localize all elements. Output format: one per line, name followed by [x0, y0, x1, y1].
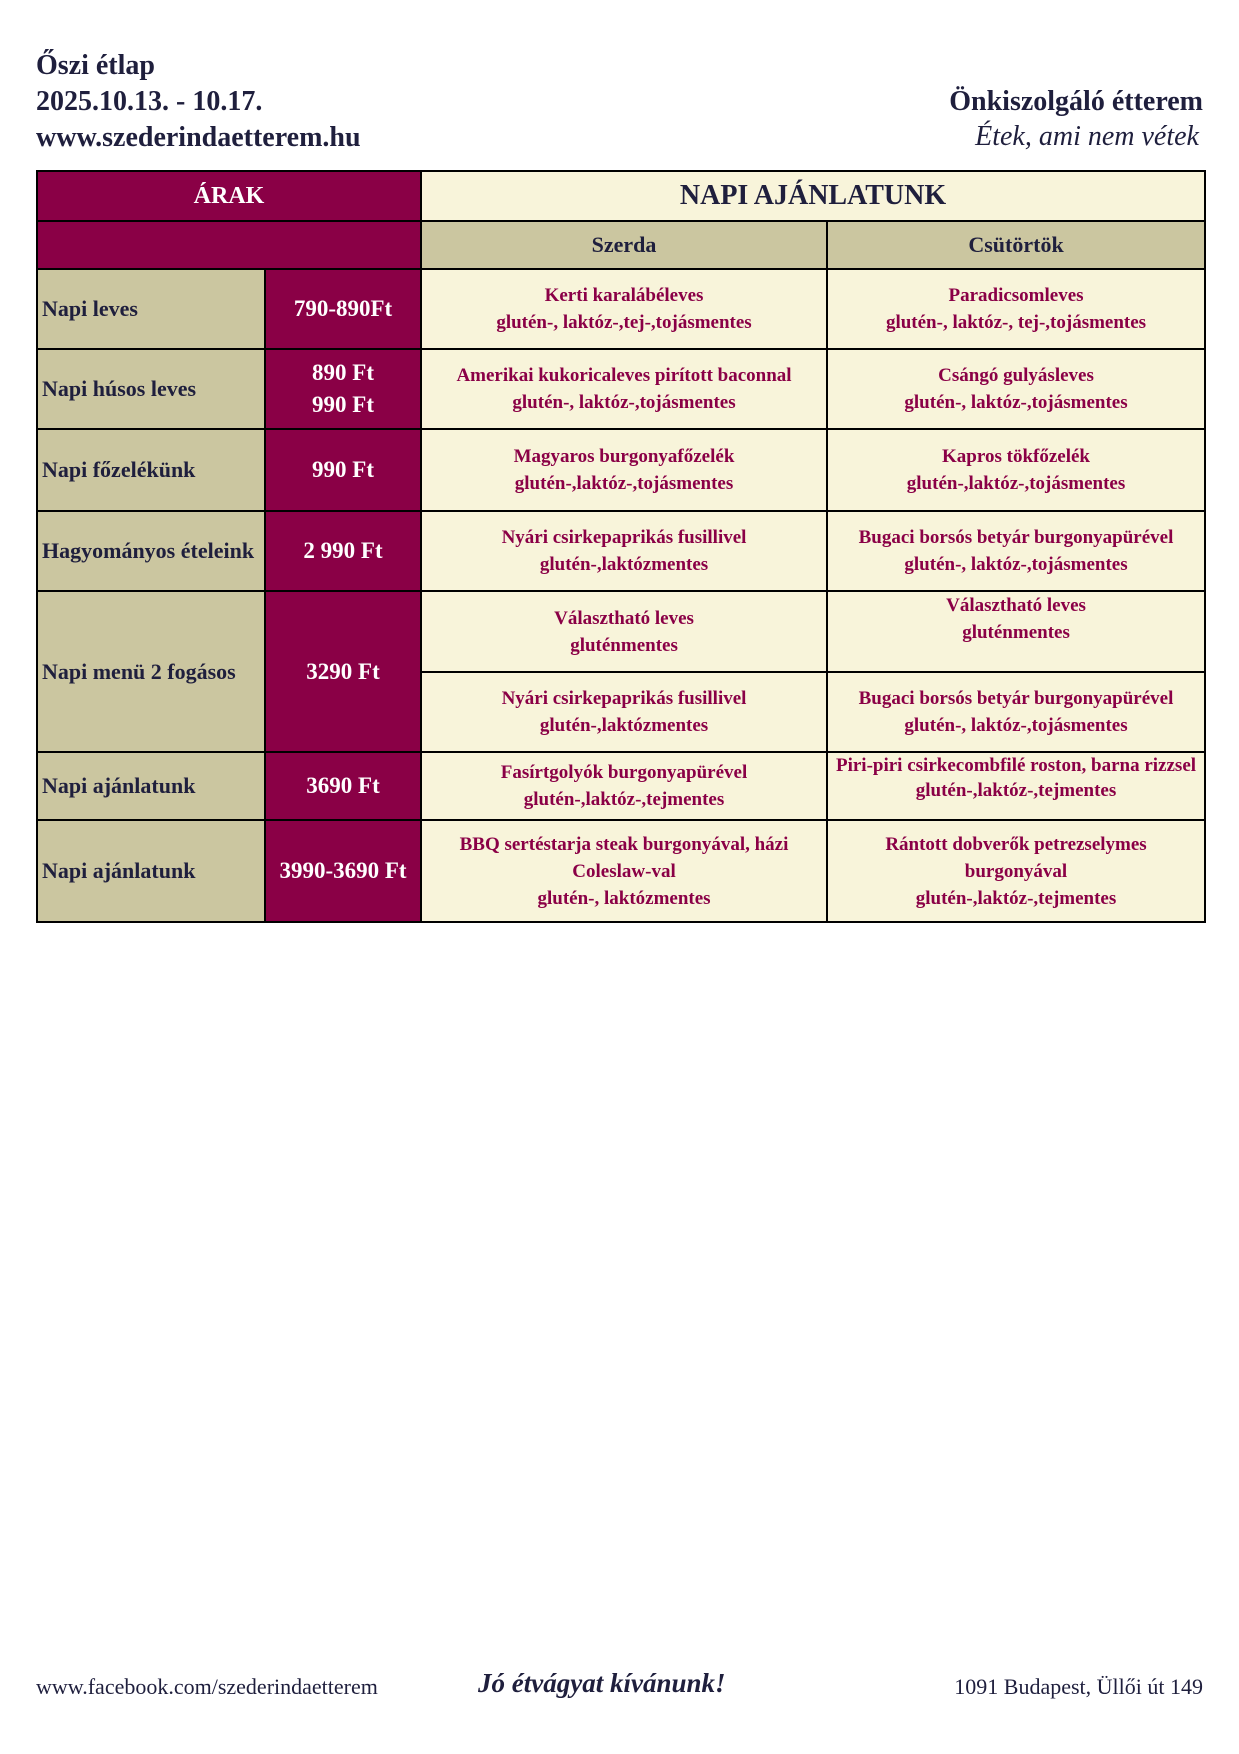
menu-title: Őszi étlap [36, 50, 155, 81]
website-link[interactable]: www.szederindaetterem.hu [36, 122, 361, 153]
row-price [265, 511, 421, 591]
header-right [949, 84, 1203, 154]
header-left [36, 48, 361, 156]
prices-subheader [37, 221, 421, 269]
dish-name: Piri-piri csirkecombfilé roston, barna rizzsel [835, 755, 1197, 776]
price-value: 2 990 Ft [303, 538, 383, 563]
wednesday-dish [421, 820, 827, 922]
dish-name: Választható leves [554, 607, 694, 629]
dish-name: Nyári csirkepaprikás fusillivel [501, 688, 747, 709]
row-price [265, 752, 421, 820]
row-label: Napi húsos leves [37, 349, 265, 429]
dish-name: Amerikai kukoricaleves pirított baconnal [456, 365, 792, 386]
address: 1091 Budapest, Üllői út 149 [954, 1674, 1203, 1699]
thursday-dish [827, 820, 1205, 922]
dish-clip [832, 753, 1200, 803]
facebook-link[interactable]: www.facebook.com/szederindaetterem [36, 1674, 378, 1699]
greeting: Jó étvágyat kívánunk! [478, 1668, 726, 1698]
allergen-note: glutén-,laktózmentes [539, 554, 709, 575]
price-value: 3690 Ft [306, 773, 380, 798]
row-price [265, 820, 421, 922]
dish-name: Csángó gulyásleves [938, 365, 1094, 386]
dish-name: Magyaros burgonyafőzelék [513, 446, 735, 467]
row-label: Napi ajánlatunk [37, 752, 265, 820]
allergen-note: gluténmentes [962, 622, 1070, 643]
wednesday-dish [421, 591, 827, 672]
wednesday-dish [421, 269, 827, 349]
allergen-note: gluténmentes [570, 634, 678, 656]
allergen-note: glutén-, laktóz-,tojásmentes [904, 715, 1128, 736]
wednesday-dish [421, 349, 827, 429]
thursday-dish [827, 429, 1205, 511]
price-value: 890 Ft [312, 360, 374, 385]
row-price [265, 429, 421, 511]
row-label: Hagyományos ételeink [37, 511, 265, 591]
allergen-note: glutén-, laktóz-,tojásmentes [904, 554, 1128, 575]
allergen-note: glutén-, laktóz-,tej-,tojásmentes [496, 312, 752, 333]
thursday-dish [827, 672, 1205, 752]
wednesday-dish [421, 429, 827, 511]
table-row [37, 511, 1205, 591]
menu-table [36, 170, 1206, 923]
dish-name: Rántott dobverők petrezselymes burgonyával [885, 833, 1147, 882]
thursday-dish [827, 752, 1205, 820]
allergen-note: glutén-,laktóz-,tejmentes [915, 780, 1117, 801]
dish-name: Bugaci borsós betyár burgonyapürével [858, 527, 1174, 548]
wednesday-dish [421, 752, 827, 820]
allergen-note: glutén-,laktóz-,tojásmentes [906, 473, 1126, 494]
dish-name: Kapros tökfőzelék [942, 446, 1090, 467]
daily-offer-header: NAPI AJÁNLATUNK [421, 171, 1205, 221]
allergen-note: glutén-, laktóz-, tej-,tojásmentes [885, 312, 1147, 333]
thursday-dish [827, 511, 1205, 591]
table-row [37, 429, 1205, 511]
dish-name: Nyári csirkepaprikás fusillivel [501, 527, 747, 548]
allergen-note: glutén-, laktóz-,tojásmentes [904, 392, 1128, 413]
row-price [265, 349, 421, 429]
table-row [37, 269, 1205, 349]
table-row [37, 349, 1205, 429]
restaurant-name: Önkiszolgáló étterem [949, 86, 1203, 117]
price-value: 3990-3690 Ft [279, 858, 407, 883]
wednesday-dish [421, 672, 827, 752]
prices-header: ÁRAK [37, 171, 421, 221]
dish-name: Paradicsomleves [948, 285, 1084, 306]
menu-dates: 2025.10.13. - 10.17. [36, 86, 263, 117]
wednesday-dish [421, 511, 827, 591]
row-label: Napi ajánlatunk [37, 820, 265, 922]
allergen-note: glutén-, laktózmentes [537, 887, 711, 909]
dish-name: Kerti karalábéleves [544, 285, 704, 306]
thursday-dish [827, 349, 1205, 429]
allergen-note: glutén-,laktózmentes [539, 715, 709, 736]
thursday-dish [827, 591, 1205, 672]
slogan: Étek, ami nem vétek [975, 121, 1199, 152]
thursday-dish [827, 269, 1205, 349]
row-price [265, 269, 421, 349]
dish-name: Fasírtgolyók burgonyapürével [500, 762, 748, 783]
row-label: Napi leves [37, 269, 265, 349]
price-value: 990 Ft [312, 457, 374, 482]
allergen-note: glutén-,laktóz-,tejmentes [915, 887, 1117, 909]
price-value: 3290 Ft [306, 658, 380, 684]
table-row [37, 591, 1205, 672]
price-value: 790-890Ft [293, 296, 393, 321]
dish-name: Bugaci borsós betyár burgonyapürével [858, 688, 1174, 709]
dish-name: BBQ sertéstarja steak burgonyával, házi Coleslaw-val [459, 833, 789, 882]
day-header-wednesday: Szerda [421, 221, 827, 269]
price-value: 990 Ft [312, 392, 374, 417]
dish-name: Választható leves [946, 595, 1086, 616]
allergen-note: glutén-, laktóz-,tojásmentes [512, 392, 736, 413]
row-price [265, 591, 421, 752]
allergen-note: glutén-,laktóz-,tejmentes [523, 789, 725, 810]
table-row [37, 752, 1205, 820]
allergen-note: glutén-,laktóz-,tojásmentes [514, 473, 734, 494]
day-header-thursday: Csütörtök [827, 221, 1205, 269]
row-label: Napi menü 2 fogásos [37, 591, 265, 752]
table-row [37, 820, 1205, 922]
row-label: Napi főzelékünk [37, 429, 265, 511]
